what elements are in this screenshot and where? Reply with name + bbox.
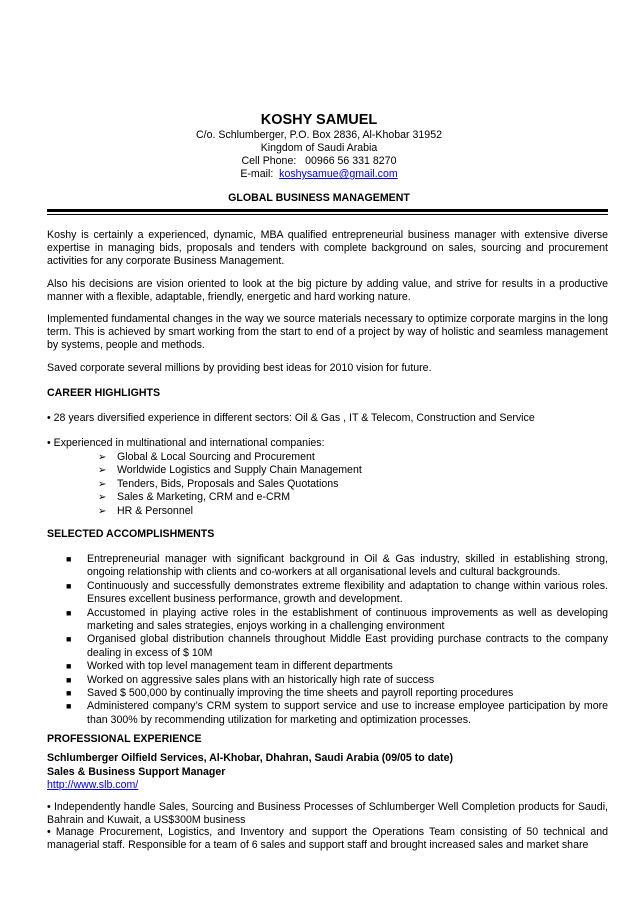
experience-area-list bbox=[98, 451, 578, 518]
arrow-bullet-icon: ➢ bbox=[98, 505, 107, 517]
header-divider bbox=[47, 209, 608, 212]
list-item: ➢ Sales & Marketing, CRM and e-CRM bbox=[98, 491, 291, 504]
arrow-bullet-icon: ➢ bbox=[98, 465, 107, 477]
company-url-link[interactable]: http://www.slb.com/ bbox=[47, 779, 139, 791]
list-item: ■ Administered company’s CRM system to support service and use to increase employee participation by more than 300% by recommending utilization for marketing and optimization processes. bbox=[66, 700, 608, 726]
square-bullet-icon: ■ bbox=[66, 688, 72, 699]
professional-experience-heading: PROFESSIONAL EXPERIENCE bbox=[47, 733, 202, 745]
list-item: ■ Worked on aggressive sales plans with an historically high rate of success bbox=[66, 673, 435, 686]
phone-line bbox=[0, 155, 638, 168]
square-bullet-icon: ■ bbox=[66, 554, 72, 564]
list-item: ➢ Worldwide Logistics and Supply Chain Management bbox=[98, 464, 362, 477]
square-bullet-icon: ■ bbox=[66, 701, 72, 712]
job-role: Sales & Business Support Manager bbox=[47, 765, 226, 778]
list-item: ■ Continuously and successfully demonstrates extreme flexibility and adaptation to change within various roles. Ensures excellent business performance, growth and development. bbox=[66, 579, 608, 606]
email-label: E-mail: bbox=[240, 168, 274, 180]
square-bullet-icon: ■ bbox=[66, 674, 72, 685]
arrow-bullet-icon: ➢ bbox=[98, 492, 107, 504]
arrow-bullet-icon: ➢ bbox=[98, 478, 107, 490]
accomplishments-list bbox=[66, 553, 608, 727]
career-years-line: • 28 years diversified experience in different sectors: Oil & Gas , IT & Telecom, Construction and Service bbox=[47, 412, 535, 424]
square-bullet-icon: ■ bbox=[66, 661, 72, 672]
list-item: ■ Saved $ 500,000 by continually improving the time sheets and payroll reporting procedures bbox=[66, 687, 514, 700]
job-duty-2: • Manage Procurement, Logistics, and Inventory and support the Operations Team consisting of 50 technical and managerial staff. Responsible for a team of 6 sales and support staff and brought increased sales and market share bbox=[47, 826, 608, 852]
phone-number: 00966 56 331 8270 bbox=[305, 155, 397, 167]
square-bullet-icon: ■ bbox=[66, 634, 72, 645]
list-item: ➢ HR & Personnel bbox=[98, 504, 193, 517]
list-item: ■ Entrepreneurial manager with significant background in Oil & Gas industry, skilled in establishing strong, ongoing relationship with clients and co-workers at all organisational levels and cultural backgrounds. bbox=[66, 553, 608, 579]
square-bullet-icon: ■ bbox=[66, 580, 72, 591]
header-divider-thin bbox=[47, 214, 608, 215]
job-duty-1: • Independently handle Sales, Sourcing and Business Processes of Schlumberger Well Completion products for Saudi, Bahrain and Kuwait, a US$300M business bbox=[47, 801, 608, 827]
list-item: ➢ Tenders, Bids, Proposals and Sales Quotations bbox=[98, 477, 339, 490]
phone-label: Cell Phone: bbox=[241, 155, 297, 167]
summary-paragraph-3: Implemented fundamental changes in the way we source materials necessary to optimize corporate margins in the long term. This is achieved by smart working from the start to end of a project by way of holistic and seamless management by systems, people and methods. bbox=[47, 313, 608, 352]
email-line bbox=[0, 168, 638, 181]
list-item: ➢ Global & Local Sourcing and Procurement bbox=[98, 451, 315, 463]
list-item: ■ Accustomed in playing active roles in the establishment of continuous improvements as well as developing marketing and sales strategies, enjoys working in a challenging environment bbox=[66, 606, 608, 633]
square-bullet-icon: ■ bbox=[66, 607, 72, 618]
summary-paragraph-4: Saved corporate several millions by providing best ideas for 2010 vision for future. bbox=[47, 362, 432, 374]
accomplishments-heading: SELECTED ACCOMPLISHMENTS bbox=[47, 528, 215, 540]
summary-paragraph-2: Also his decisions are vision oriented to look at the big picture by adding value, and strive for results in a productive manner with a flexible, adaptable, friendly, energetic and hard working nature. bbox=[47, 278, 608, 304]
career-experience-heading: • Experienced in multinational and international companies: bbox=[47, 437, 325, 449]
resume-title: GLOBAL BUSINESS MANAGEMENT bbox=[228, 192, 410, 204]
job-header bbox=[47, 752, 608, 779]
arrow-bullet-icon: ➢ bbox=[98, 452, 107, 463]
address-line-1: C/o. Schlumberger, P.O. Box 2836, Al-Khobar 31952 bbox=[196, 129, 442, 141]
summary-paragraph-1: Koshy is certainly a experienced, dynamic, MBA qualified entrepreneurial business manager with extensive diverse expertise in managing bids, proposals and tenders with complete background on sales, sourcing and procurement activities for any corporate Business Management. bbox=[47, 229, 608, 268]
company-name: Schlumberger Oilfield Services, Al-Khobar, Dhahran, Saudi Arabia (09/05 to date) bbox=[47, 752, 454, 764]
list-item: ■ Organised global distribution channels throughout Middle East providing purchase contracts to the company dealing in excess of $ 10M bbox=[66, 633, 608, 659]
candidate-name: KOSHY SAMUEL bbox=[260, 112, 378, 128]
address-line-2: Kingdom of Saudi Arabia bbox=[260, 142, 378, 154]
career-highlights-heading: CAREER HIGHLIGHTS bbox=[47, 387, 161, 399]
email-link[interactable]: koshysamue@gmail.com bbox=[279, 168, 398, 180]
company-url-line bbox=[47, 779, 608, 792]
list-item: ■ Worked with top level management team in different departments bbox=[66, 660, 393, 673]
